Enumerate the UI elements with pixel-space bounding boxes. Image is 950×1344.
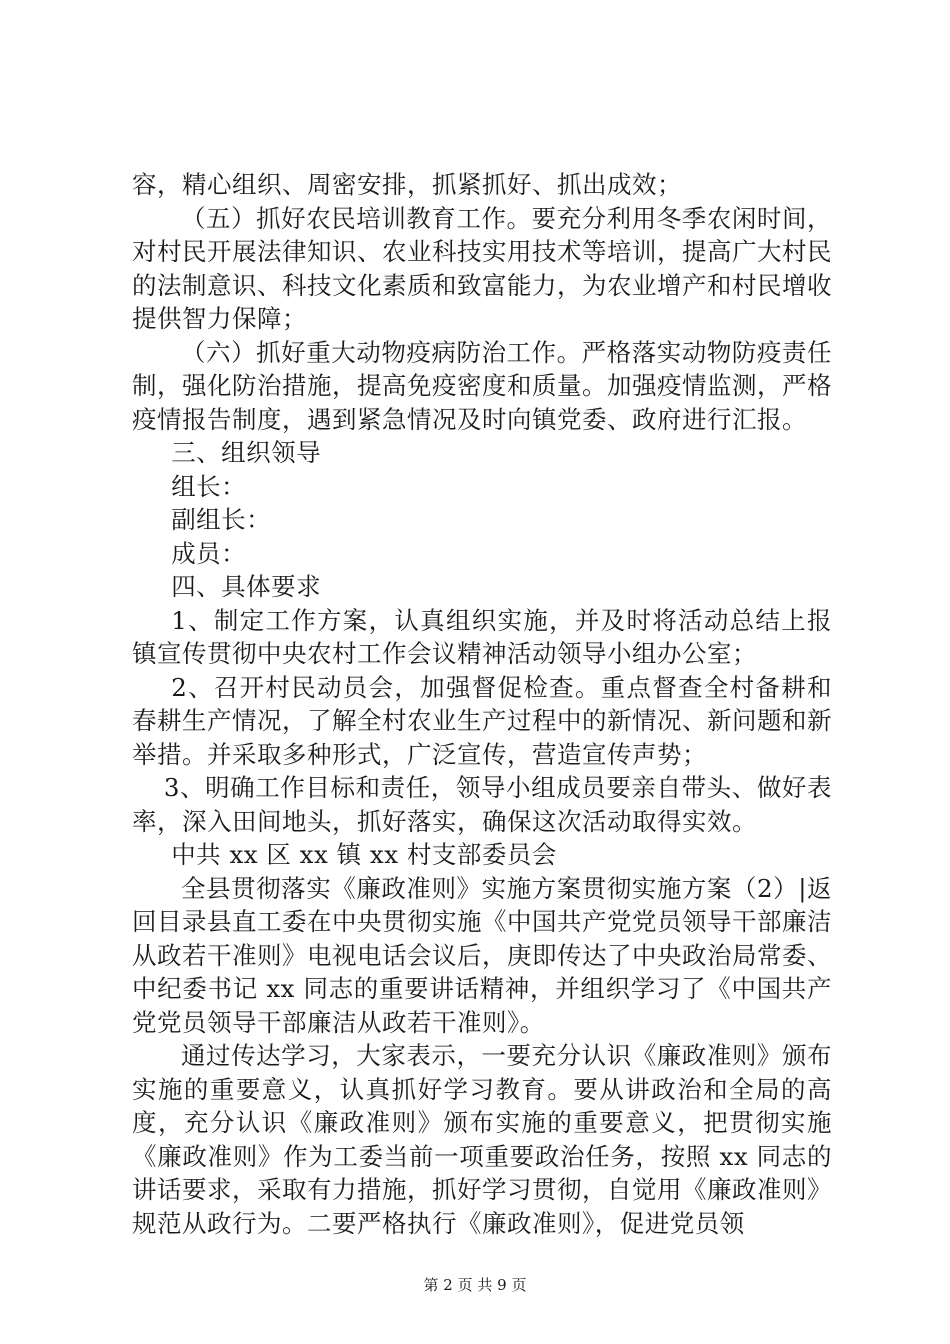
label-group-leader: 组长： — [171, 471, 247, 501]
paragraph-continuation: 容，精心组织、周密安排，抓紧抓好、抓出成效； — [132, 170, 682, 199]
signature-committee: 中共 xx 区 xx 镇 xx 村支部委员会 — [171, 840, 557, 869]
heading-organization-leadership: 三、组织领导 — [171, 438, 322, 467]
paragraph-study-outcome: 通过传达学习，大家表示，一要充分认识《廉政准则》颁布实施的重要意义，认真抓好学习教育。要从讲政治和全局的高度，充分认识《廉政准则》颁布实施的重要意义，把贯彻实施《廉政准则》作为工委当前一项重要政治任务，按照 xx 同志的讲话要求，采取有力措施，抓好学习贯彻，自觉用《廉政准则》规范从政行为。二要严格执行《廉政准则》，促进党员领 — [132, 1041, 832, 1238]
requirement-item-3: 3、明确工作目标和责任，领导小组成员要亲自带头、做好表率，深入田间地头，抓好落实，确保这次活动取得实效。 — [132, 773, 832, 836]
label-deputy-leader: 副组长： — [171, 505, 272, 534]
page-number-footer: 第 2 页 共 9 页 — [423, 1276, 527, 1294]
requirement-item-2: 2、召开村民动员会，加强督促检查。重点督查全村备耕和春耕生产情况，了解全村农业生产过程中的新情况、新问题和新举措。并采取多种形式，广泛宣传，营造宣传声势； — [132, 672, 832, 769]
heading-specific-requirements: 四、具体要求 — [171, 572, 322, 601]
paragraph-integrity-plan: 全县贯彻落实《廉政准则》实施方案贯彻实施方案（2）|返回目录县直工委在中央贯彻实施《中国共产党党员领导干部廉洁从政若干准则》电视电话会议后，庚即传达了中央政治局常委、中纪委书记 xx 同志的重要讲话精神，并组织学习了《中国共产党党员领导干部廉洁从政若干准则》。 — [132, 873, 832, 1037]
paragraph-animal-epidemic: （六）抓好重大动物疫病防治工作。严格落实动物防疫责任制，强化防治措施，提高免疫密度和质量。加强疫情监测，严格疫情报告制度，遇到紧急情况及时向镇党委、政府进行汇报。 — [132, 337, 832, 434]
label-members: 成员： — [171, 538, 247, 568]
document-body — [132, 168, 832, 1240]
requirement-item-1: 1、制定工作方案，认真组织实施，并及时将活动总结上报镇宣传贯彻中央农村工作会议精神活动领导小组办公室； — [132, 605, 832, 668]
paragraph-farmer-training: （五）抓好农民培训教育工作。要充分利用冬季农闲时间，对村民开展法律知识、农业科技实用技术等培训，提高广大村民的法制意识、科技文化素质和致富能力，为农业增产和村民增收提供智力保障； — [132, 203, 832, 333]
